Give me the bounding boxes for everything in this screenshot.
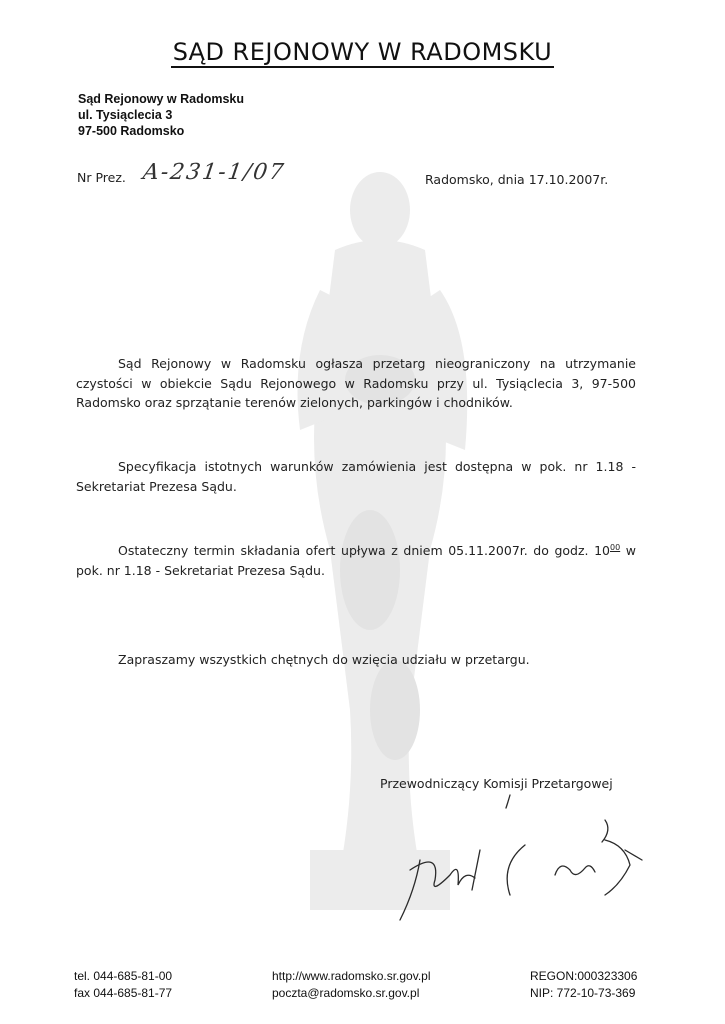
footer-nip: NIP: 772-10-73-369 — [530, 986, 636, 1000]
document-title: SĄD REJONOWY W RADOMSKU — [172, 38, 553, 66]
reference-label: Nr Prez. — [77, 170, 126, 185]
handwritten-signature — [380, 790, 660, 930]
paragraph-deadline-text: Ostateczny termin składania ofert upływa z dniem 05.11.2007r. do godz. 10 — [118, 543, 610, 559]
sender-address — [78, 91, 244, 139]
footer-phone: tel. 044-685-81-00 — [74, 969, 173, 983]
deadline-minutes: 00 — [610, 543, 621, 552]
paragraph-invitation-text: Zapraszamy wszystkich chętnych do wzięcia udziału w przetargu. — [118, 652, 530, 667]
footer-registration — [530, 968, 637, 1002]
footer-website-link[interactable]: http://www.radomsko.sr.gov.pl — [272, 969, 431, 983]
address-line-court: Sąd Rejonowy w Radomsku — [78, 92, 245, 106]
handwritten-reference-number: A-231-1/07 — [141, 160, 287, 185]
paragraph-specification — [76, 457, 636, 496]
footer-regon: REGON:000323306 — [530, 969, 638, 983]
paragraph-announcement-text: Sąd Rejonowy w Radomsku ogłasza przetarg nieograniczony na utrzymanie czystości w obiekcie Sądu Rejonowego w Radomsku przy ul. Tysiąclecia 3, 97-500 Radomsko oraz sprzątanie terenów zielonych, parkingów i chodników. — [76, 356, 636, 410]
address-line-city: 97-500 Radomsko — [78, 124, 185, 138]
footer-contact-phone — [74, 968, 172, 1002]
footer-fax: fax 044-685-81-77 — [74, 986, 173, 1000]
address-line-street: ul. Tysiąclecia 3 — [78, 108, 173, 122]
paragraph-deadline — [76, 538, 636, 580]
footer-contact-web — [272, 968, 431, 1002]
footer-email-link[interactable]: poczta@radomsko.sr.gov.pl — [272, 986, 420, 1000]
signatory-title: Przewodniczący Komisji Przetargowej — [380, 776, 613, 791]
paragraph-announcement — [76, 354, 636, 413]
paragraph-invitation — [76, 650, 636, 670]
paragraph-deadline-text-end: w pok. nr 1.18 - Sekretariat Prezesa Sądu. — [76, 543, 636, 578]
paragraph-specification-text: Specyfikacja istotnych warunków zamówienia jest dostępna w pok. nr 1.18 - Sekretariat Prezesa Sądu. — [76, 459, 636, 494]
document-date: Radomsko, dnia 17.10.2007r. — [425, 172, 609, 187]
